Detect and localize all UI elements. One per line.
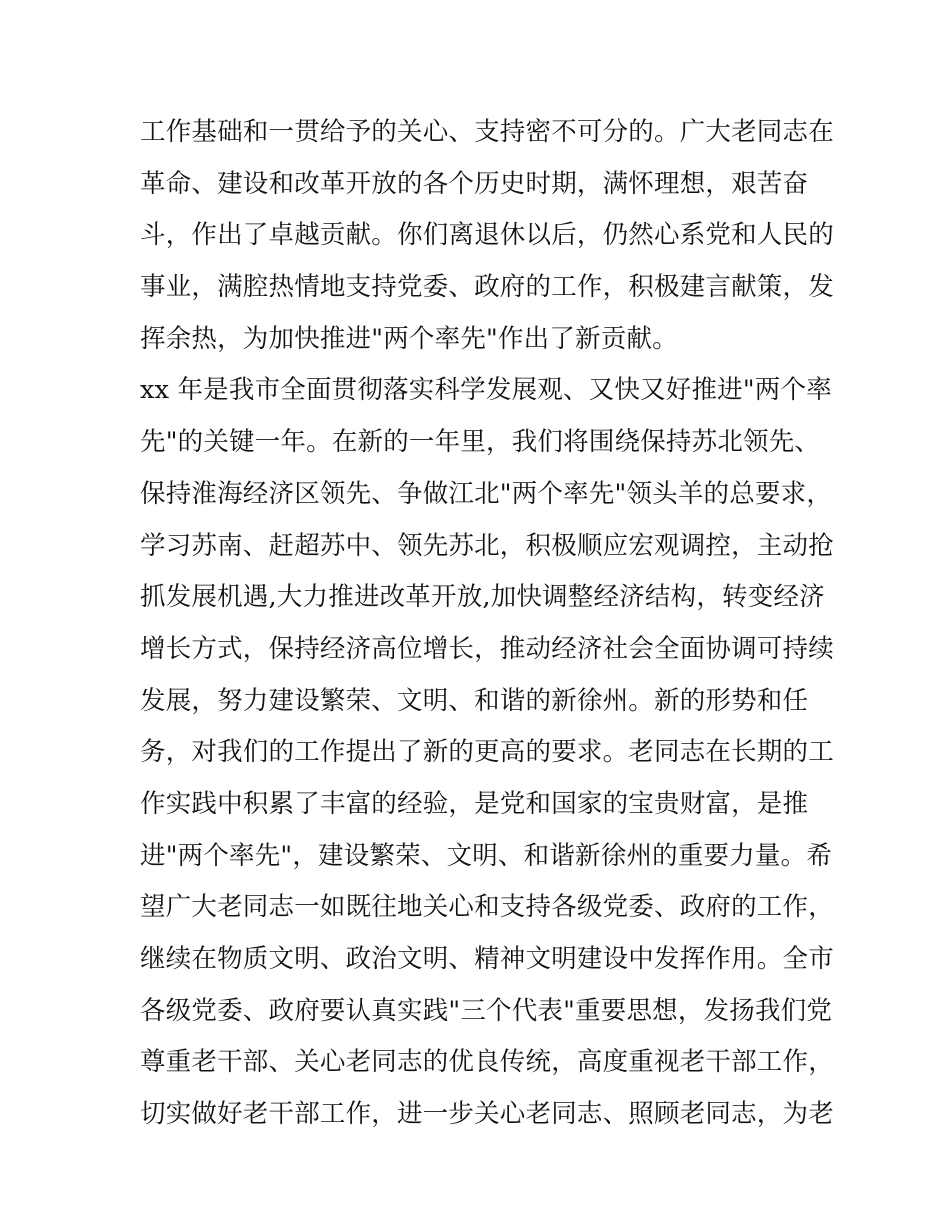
text-line-13: 务，对我们的工作提出了新的更高的要求。老同志在长期的工 (140, 737, 834, 768)
text-line-20: 切实做好老干部工作，进一步关心老同志、照顾老同志，为老 (140, 1099, 834, 1130)
text-line-12: 发展，努力建设繁荣、文明、和谐的新徐州。新的形势和任 (140, 685, 809, 716)
text-line-15: 进"两个率先"，建设繁荣、文明、和谐新徐州的重要力量。希 (140, 840, 833, 871)
text-line-1: 工作基础和一贯给予的关心、支持密不可分的。广大老同志在 (140, 117, 834, 147)
text-line-9: 学习苏南、赶超苏中、领先苏北，积极顺应宏观调控，主动抢 (140, 530, 834, 561)
text-line-17: 继续在物质文明、政治文明、精神文明建设中发挥作用。全市 (140, 944, 834, 974)
text-line-6: xx 年是我市全面贯彻落实科学发展观、又快又好推进"两个率 (140, 375, 832, 406)
text-line-3: 斗，作出了卓越贡献。你们离退休以后，仍然心系党和人民的 (140, 220, 834, 251)
text-line-5: 挥余热，为加快推进"两个率先"作出了新贡献。 (140, 323, 678, 354)
text-line-4: 事业，满腔热情地支持党委、政府的工作，积极建言献策，发 (140, 272, 834, 303)
text-line-18: 各级党委、政府要认真实践"三个代表"重要思想，发扬我们党 (140, 995, 833, 1026)
text-line-10: 抓发展机遇,大力推进改革开放,加快调整经济结构，转变经济 (140, 582, 825, 613)
document-body (140, 107, 834, 1141)
text-line-11: 增长方式，保持经济高位增长，推动经济社会全面协调可持续 (140, 633, 834, 664)
text-line-16: 望广大老同志一如既往地关心和支持各级党委、政府的工作， (140, 892, 834, 923)
text-line-7: 先"的关键一年。在新的一年里，我们将围绕保持苏北领先、 (140, 427, 821, 458)
text-line-2: 革命、建设和改革开放的各个历史时期，满怀理想，艰苦奋 (140, 168, 809, 199)
text-line-19: 尊重老干部、关心老同志的优良传统，高度重视老干部工作， (140, 1047, 834, 1078)
text-line-14: 作实践中积累了丰富的经验，是党和国家的宝贵财富，是推 (140, 788, 809, 819)
text-line-8: 保持淮海经济区领先、争做江北"两个率先"领头羊的总要求， (140, 478, 833, 509)
